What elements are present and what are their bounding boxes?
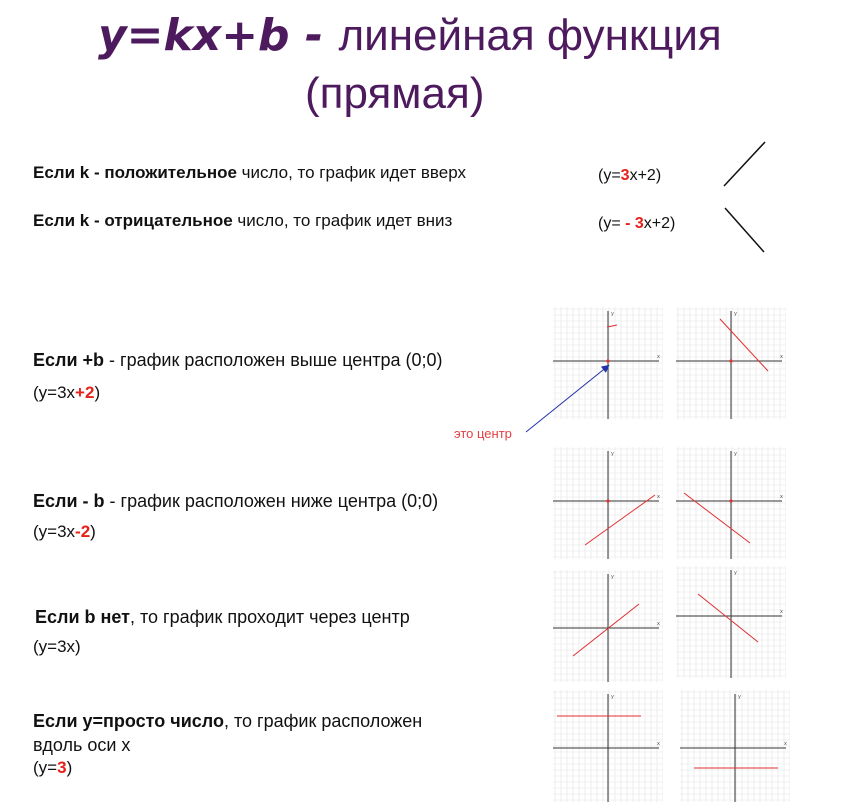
rule-positive-rest: число, то график идет вверх — [236, 163, 466, 182]
title-dash: - — [289, 10, 339, 61]
y-axis-label: y — [611, 311, 614, 317]
origin-dot — [729, 359, 732, 362]
function-line — [698, 594, 758, 642]
graph-no-b-falling — [676, 566, 786, 678]
graph-plus-b-falling — [676, 307, 786, 419]
x-axis-label: x — [657, 621, 660, 627]
y-axis-label: y — [611, 694, 614, 700]
page-title — [98, 12, 722, 60]
y-axis-label: y — [734, 451, 737, 457]
x-axis-label: x — [784, 741, 787, 747]
case-minus-b-equation: (y=3x-2) — [33, 522, 96, 541]
falling-line-sketch — [720, 204, 770, 256]
center-annotation: это центр — [454, 426, 512, 441]
case-no-b-equation: (y=3x) — [33, 637, 81, 656]
case-constant: Если y=просто число, то график расположен — [33, 711, 423, 731]
x-axis-label: x — [657, 494, 660, 500]
x-axis-label: x — [780, 354, 783, 360]
rule-positive-bold: Если k - положительное — [33, 163, 237, 182]
case-constant-line2: вдоль оси x — [33, 735, 131, 755]
y-axis-label: y — [734, 570, 737, 576]
x-axis-label: x — [780, 494, 783, 500]
rule-negative-k — [33, 211, 452, 231]
rule-positive-k — [33, 163, 466, 183]
graph-constant-low — [680, 690, 790, 802]
y-axis-label: y — [734, 311, 737, 317]
page-subtitle: (прямая) — [305, 69, 485, 118]
y-axis-label: y — [611, 451, 614, 457]
rule-negative-bold: Если k - отрицательное — [33, 211, 233, 230]
rule-negative-formula: (y= - 3x+2) — [598, 215, 676, 232]
function-line — [573, 604, 639, 656]
y-axis-label: y — [611, 574, 614, 580]
graph-minus-b-rising — [553, 447, 663, 559]
graph-constant-high — [553, 690, 663, 802]
case-plus-b: Если +b - график расположен выше центра (0;0) — [33, 350, 443, 370]
x-axis-label: x — [657, 741, 660, 747]
case-minus-b: Если - b - график расположен ниже центра (0;0) — [33, 491, 439, 511]
title-formula: y=kx+b — [98, 10, 290, 61]
case-no-b: Если b нет, то график проходит через центр — [35, 607, 410, 627]
center-arrow — [520, 360, 620, 440]
function-line — [585, 495, 655, 545]
case-constant-equation: (y=3) — [33, 758, 73, 777]
case-plus-b-equation: (y=3x+2) — [33, 383, 101, 402]
rule-negative-rest: число, то график идет вниз — [232, 211, 453, 230]
x-axis-label: x — [657, 354, 660, 360]
origin-dot — [729, 499, 732, 502]
rule-positive-formula: (y=3x+2) — [598, 167, 662, 184]
graph-minus-b-falling — [676, 447, 786, 559]
title-line1: линейная функция — [338, 11, 722, 60]
y-axis-label: y — [738, 694, 741, 700]
x-axis-label: x — [780, 609, 783, 615]
origin-dot — [606, 499, 609, 502]
rising-line-sketch — [720, 138, 770, 190]
graph-no-b-rising — [553, 570, 663, 682]
